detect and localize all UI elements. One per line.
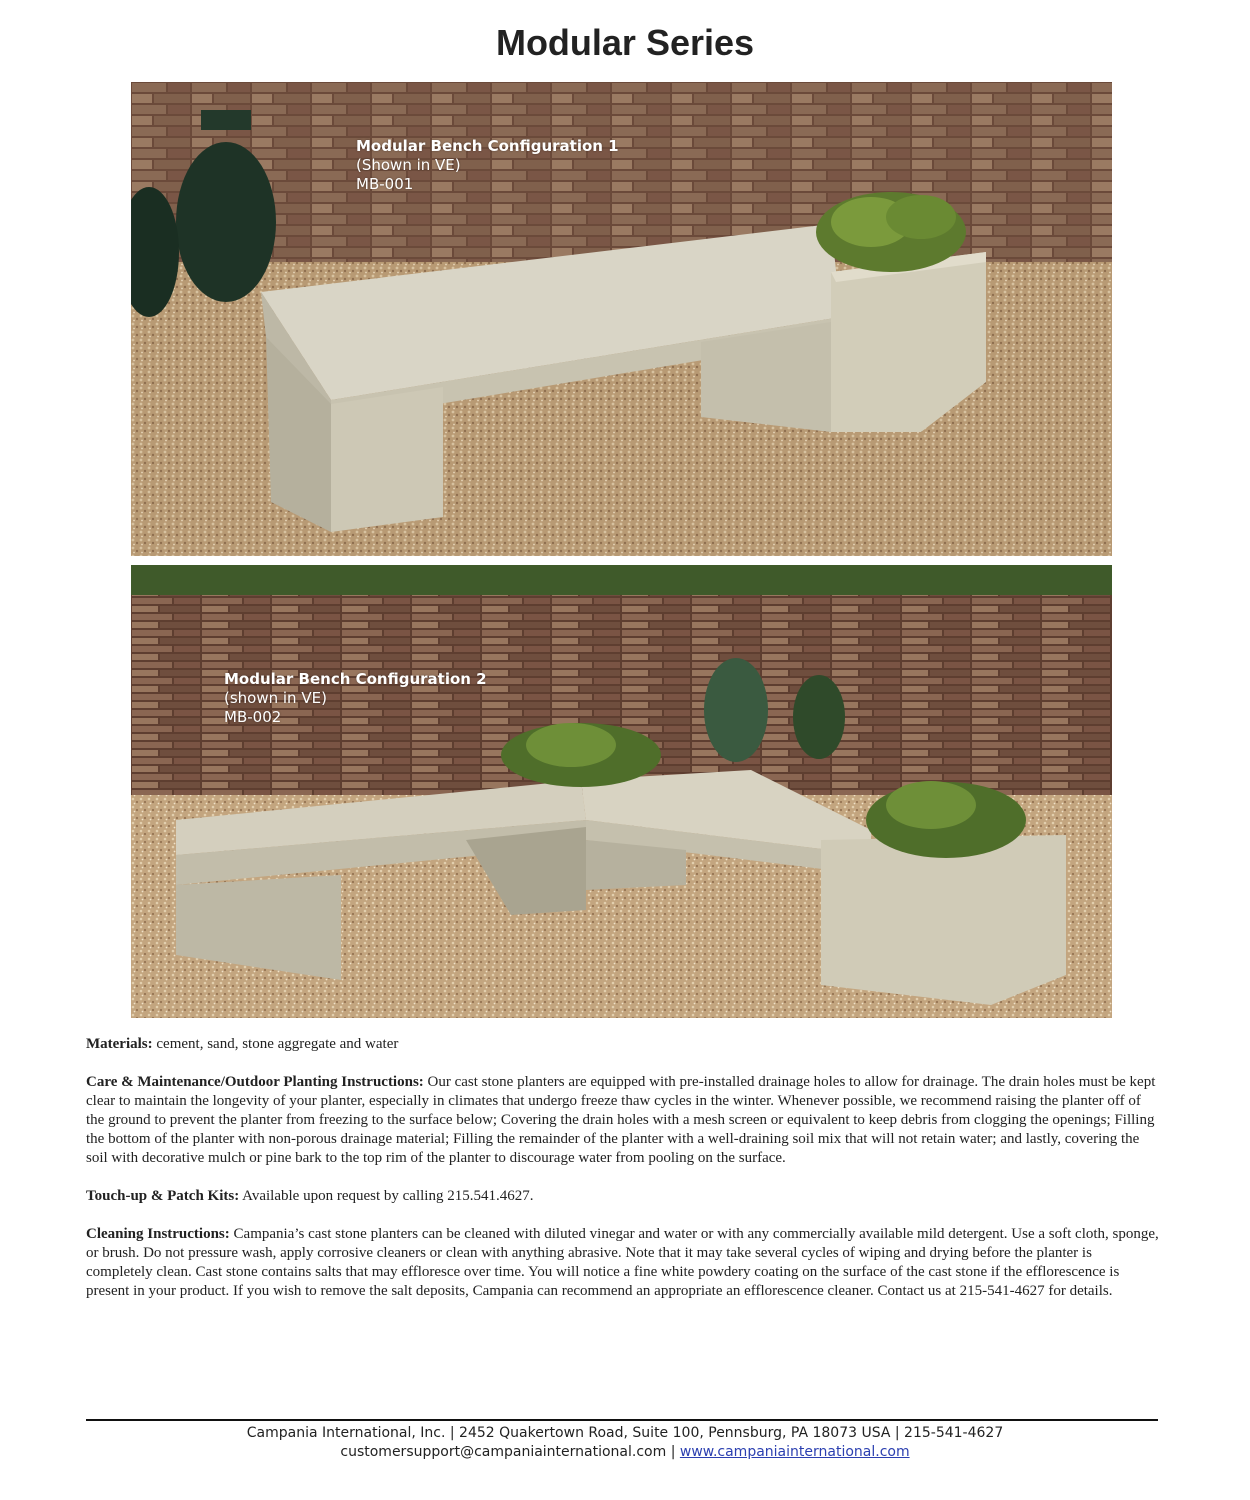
bench-configuration-2-caption	[224, 670, 487, 727]
bench-configuration-1-photo	[131, 82, 1112, 556]
touchup-paragraph	[86, 1187, 1160, 1206]
touchup-text: Available upon request by calling 215.541.4627.	[239, 1188, 534, 1204]
footer	[0, 1424, 1250, 1462]
cleaning-text: Campania’s cast stone planters can be cleaned with diluted vinegar and water or with any commercially available mild detergent. Use a soft cloth, sponge, or brush. Do not pressure wash, apply corrosive cleaners or clean with anything abrasive. Note that it may take several cycles of wiping and drying before the planter is completely clean. Cast stone contains salts that may effloresce over time. You will notice a fine white powdery coating on the surface of the cast stone if the efflorescence is present in your product. If you wish to remove the salt deposits, Campania can recommend an appropriate an efflorescence cleaner. Contact us at 215-541-4627 for details.	[86, 1226, 1159, 1299]
cleaning-paragraph	[86, 1225, 1160, 1301]
website-link[interactable]: www.campaniainternational.com	[679, 1444, 910, 1460]
footer-email: customersupport@campaniainternational.com	[340, 1444, 667, 1460]
caption-product-code: MB-002	[224, 708, 282, 726]
footer-address: Campania International, Inc. | 2452 Quakertown Road, Suite 100, Pennsburg, PA 18073 USA | 215-541-4627	[246, 1425, 1004, 1441]
materials-text: cement, sand, stone aggregate and water	[152, 1036, 399, 1052]
materials-paragraph	[86, 1035, 1160, 1054]
footer-contact	[0, 1443, 1250, 1462]
care-text: Our cast stone planters are equipped with pre-installed drainage holes to allow for drainage. The drain holes must be kept clear to maintain the longevity of your planter, especially in climates that undergo freeze thaw cycles in the winter. Whenever possible, we recommend raising the planter off of the ground to prevent the planter from freezing to the surface below; Covering the drain holes with a mesh screen or equivalent to keep debris from clogging the openings; Filling the bottom of the planter with non-porous drainage material; Filling the remainder of the planter with a well-draining soil mix that will not retain water; and lastly, covering the soil with decorative mulch or pine bark to the top rim of the planter to discourage water from pooling on the surface.	[86, 1074, 1156, 1166]
footer-separator: |	[666, 1444, 680, 1460]
product-info	[86, 1035, 1160, 1320]
caption-finish: (shown in VE)	[224, 689, 327, 707]
bench-configuration-1-caption	[356, 137, 619, 194]
cleaning-label: Cleaning Instructions:	[86, 1226, 230, 1242]
materials-label: Materials:	[86, 1036, 153, 1052]
bench-configuration-2-photo	[131, 565, 1112, 1018]
touchup-label: Touch-up & Patch Kits:	[86, 1188, 240, 1204]
caption-title: Modular Bench Configuration 1	[356, 137, 619, 155]
caption-title: Modular Bench Configuration 2	[224, 670, 487, 688]
caption-finish: (Shown in VE)	[356, 156, 461, 174]
caption-product-code: MB-001	[356, 175, 414, 193]
footer-divider	[86, 1419, 1158, 1421]
care-label: Care & Maintenance/Outdoor Planting Instructions:	[86, 1074, 424, 1090]
page-title: Modular Series	[495, 22, 755, 63]
care-paragraph	[86, 1073, 1160, 1168]
